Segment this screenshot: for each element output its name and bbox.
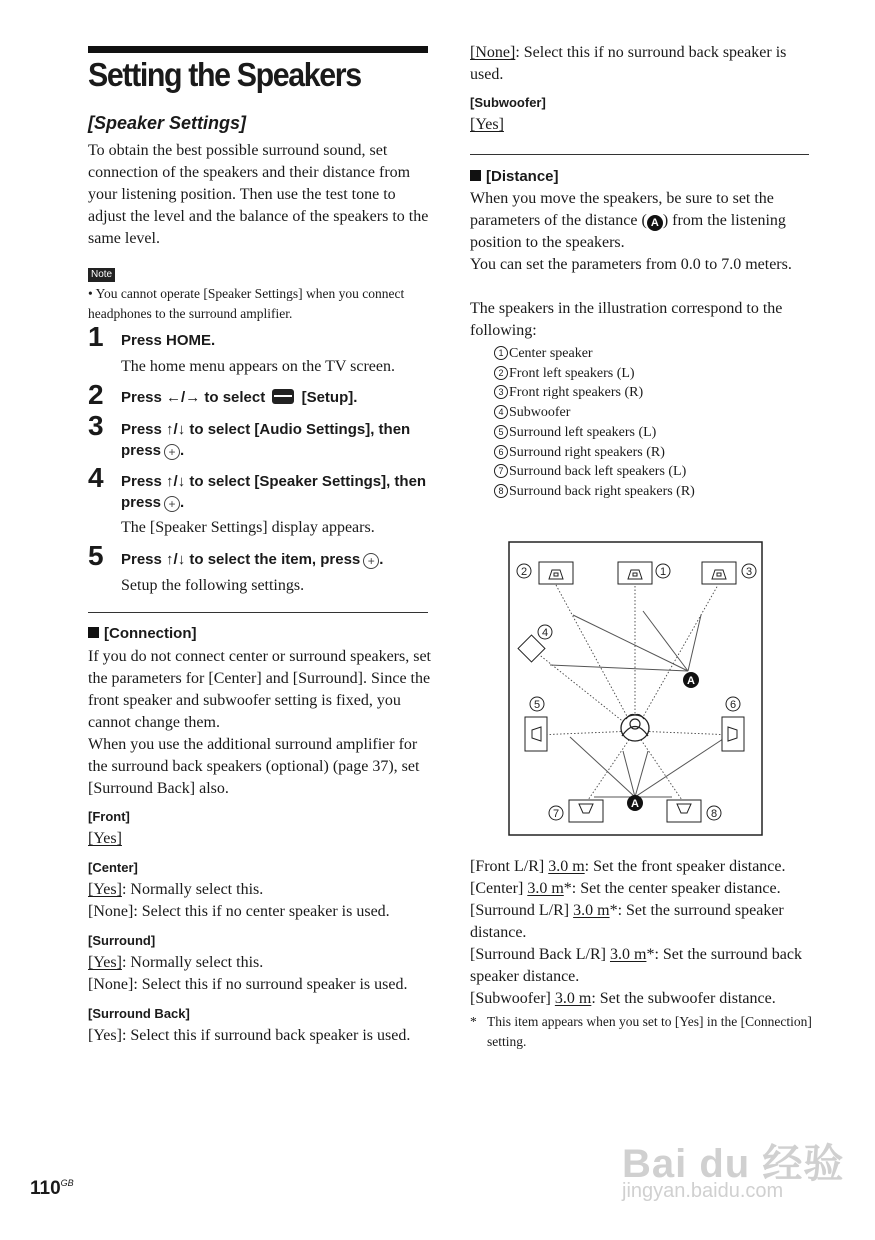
- footnote-mark: *: [470, 1014, 477, 1029]
- setting-item: [470, 878, 815, 900]
- connection-section: [88, 624, 433, 1047]
- default-value: [Yes]: [88, 954, 122, 971]
- svg-text:7: 7: [552, 808, 560, 820]
- step-text: [121, 419, 421, 461]
- step-text-part: Press ↑/↓ to select [Speaker Settings], then press: [121, 473, 427, 511]
- list-label: Center speaker: [509, 346, 593, 361]
- step-description: Setup the following settings.: [121, 577, 305, 594]
- step-number: 4: [88, 462, 104, 493]
- step-text-part: .: [180, 442, 185, 459]
- distance-heading: [470, 167, 815, 187]
- list-item: [494, 423, 815, 443]
- page-suffix: GB: [60, 1178, 74, 1188]
- list-item: [494, 443, 815, 463]
- watermark-url: jingyan.baidu.com: [622, 1180, 784, 1202]
- default-value: 3.0 m: [548, 858, 585, 875]
- step-text: [121, 387, 357, 408]
- svg-text:A: A: [687, 675, 695, 687]
- step-number: 5: [88, 540, 104, 571]
- list-label: Front right speakers (R): [509, 385, 644, 401]
- step-text-part: Press ↑/↓ to select [Audio Settings], then press: [121, 421, 411, 459]
- svg-text:2: 2: [520, 566, 528, 578]
- toolbox-icon: [272, 389, 294, 404]
- step-text: Press HOME.: [121, 332, 216, 349]
- list-label: Subwoofer: [509, 405, 571, 421]
- list-item: [494, 462, 815, 482]
- setting-name: [Surround L/R]: [470, 902, 574, 919]
- subwoofer-value: [470, 114, 815, 136]
- list-label: Surround right speakers (R): [509, 444, 665, 460]
- distance-para: [470, 188, 815, 254]
- setting-name: [Subwoofer]: [470, 990, 555, 1007]
- svg-text:8: 8: [710, 808, 718, 820]
- enter-button-icon: +: [164, 496, 180, 512]
- marker-a-icon: A: [647, 215, 663, 231]
- center-label: [Center]: [88, 860, 138, 875]
- default-value: 3.0 m: [527, 880, 564, 897]
- intro-paragraph: To obtain the best possible surround sound, set connection of the speakers and their distance from your listening position. Then use the test tone to adjust the level and the balance of the speakers to the same level.: [88, 142, 429, 247]
- setting-desc: : Set the front speaker distance.: [584, 858, 786, 875]
- step-text: [121, 471, 431, 513]
- option-desc: : Select this if no surround back speaker is used.: [470, 44, 787, 83]
- setting-name: [Front L/R]: [470, 858, 549, 875]
- watermark-logo: Bai du 经验: [622, 1142, 845, 1186]
- enter-button-icon: +: [164, 444, 180, 460]
- step-text: [121, 549, 383, 570]
- center-option: [88, 879, 433, 901]
- note-block: [88, 264, 428, 324]
- section-divider: [88, 612, 428, 613]
- default-value: [Yes]: [470, 116, 504, 133]
- speaker-layout-diagram: [508, 541, 764, 837]
- surround-back-option: [470, 42, 815, 86]
- number-badge: 8: [494, 484, 508, 498]
- title-rule: [88, 46, 428, 53]
- text-part: ) from the listening position to the speakers.: [470, 212, 786, 251]
- footnote: [470, 1012, 815, 1052]
- step-text-part: Press ←/→ to select: [121, 389, 270, 406]
- note-text: • You cannot operate [Speaker Settings] when you connect headphones to the surround amplifier.: [88, 286, 405, 321]
- right-column-top: [470, 42, 815, 136]
- list-item: [494, 364, 815, 384]
- page-number: [30, 1178, 74, 1200]
- front-label: [Front]: [88, 809, 130, 824]
- subwoofer-label: [Subwoofer]: [470, 95, 546, 110]
- speaker-legend: [494, 344, 815, 502]
- section-divider: [470, 154, 809, 155]
- surround-back-option: [Yes]: Select this if surround back speaker is used.: [88, 1027, 411, 1044]
- setting-item: [470, 944, 815, 988]
- svg-text:6: 6: [729, 699, 737, 711]
- note-badge: Note: [88, 268, 115, 282]
- list-label: Surround back right speakers (R): [509, 483, 695, 499]
- option-desc: : Normally select this.: [121, 954, 264, 971]
- front-value: [88, 828, 433, 850]
- listener-icon: [621, 715, 649, 742]
- connection-heading: [88, 624, 433, 644]
- list-item: [494, 482, 815, 502]
- default-value: [None]: [470, 44, 516, 61]
- list-item: [494, 403, 815, 423]
- number-badge: 5: [494, 425, 508, 439]
- setting-name: [Surround Back L/R]: [470, 946, 610, 963]
- number-badge: 6: [494, 445, 508, 459]
- square-bullet-icon: [470, 170, 481, 181]
- svg-text:A: A: [631, 798, 639, 810]
- step-text-part: .: [379, 551, 384, 568]
- page-title: Setting the Speakers: [88, 56, 361, 93]
- diagram-frame: [509, 542, 762, 835]
- setting-desc: *: Set the surround speaker distance.: [470, 902, 784, 941]
- step-number: 1: [88, 321, 104, 352]
- default-value: [Yes]: [88, 881, 122, 898]
- default-value: 3.0 m: [554, 990, 592, 1007]
- list-item: [494, 344, 815, 364]
- svg-text:4: 4: [541, 627, 549, 639]
- number-badge: 7: [494, 464, 508, 478]
- connection-para: When you use the additional surround amplifier for the surround back speakers (optional) (page 37), set [Surround Back] also.: [88, 736, 420, 797]
- step-text-part: .: [180, 494, 185, 511]
- surround-option: [88, 952, 433, 974]
- number-badge: 4: [494, 405, 508, 419]
- setting-item: [470, 856, 815, 878]
- step-description: The home menu appears on the TV screen.: [121, 358, 395, 375]
- setting-name: [Center]: [470, 880, 528, 897]
- page-number-text: 110: [30, 1178, 61, 1199]
- default-value: 3.0 m: [609, 946, 647, 963]
- surround-label: [Surround]: [88, 933, 156, 948]
- list-label: Surround back left speakers (L): [509, 464, 687, 480]
- surround-back-label: [Surround Back]: [88, 1006, 190, 1021]
- option-desc: : Normally select this.: [121, 881, 264, 898]
- section-subtitle: [Speaker Settings]: [88, 113, 247, 133]
- step-text-part: [Setup].: [297, 389, 358, 406]
- number-badge: 2: [494, 366, 508, 380]
- default-value: 3.0 m: [573, 902, 610, 919]
- setting-item: [470, 988, 815, 1010]
- number-badge: 3: [494, 385, 508, 399]
- setting-desc: *: Set the surround back speaker distance.: [470, 946, 802, 985]
- list-label: Front left speakers (L): [509, 365, 635, 381]
- heading-text: [Connection]: [104, 625, 197, 642]
- list-item: [494, 383, 815, 403]
- default-value: [Yes]: [88, 830, 122, 847]
- svg-text:3: 3: [745, 566, 753, 578]
- footnote-text: This item appears when you set to [Yes] in the [Connection] setting.: [487, 1014, 812, 1049]
- svg-text:1: 1: [659, 566, 667, 578]
- text-part: When you move the speakers, be sure to set the parameters of the distance (: [470, 190, 774, 229]
- step-text-part: Press ↑/↓ to select the item, press: [121, 551, 361, 568]
- step-description: The [Speaker Settings] display appears.: [121, 519, 375, 536]
- list-label: Surround left speakers (L): [509, 424, 657, 440]
- surround-option: [None]: Select this if no surround speaker is used.: [88, 976, 408, 993]
- distance-section: [470, 167, 815, 502]
- enter-button-icon: +: [363, 553, 379, 569]
- center-option: [None]: Select this if no center speaker is used.: [88, 903, 390, 920]
- step-number: 2: [88, 379, 104, 410]
- setting-desc: *: Set the center speaker distance.: [563, 880, 781, 897]
- distance-settings: [470, 856, 815, 1052]
- distance-para: You can set the parameters from 0.0 to 7.0 meters.: [470, 256, 792, 273]
- setting-item: [470, 900, 815, 944]
- svg-text:5: 5: [533, 699, 541, 711]
- distance-para: The speakers in the illustration correspond to the following:: [470, 300, 783, 339]
- step-number: 3: [88, 410, 104, 441]
- setting-desc: : Set the subwoofer distance.: [591, 990, 776, 1007]
- number-badge: 1: [494, 346, 508, 360]
- square-bullet-icon: [88, 627, 99, 638]
- heading-text: [Distance]: [486, 168, 559, 185]
- connection-para: If you do not connect center or surround speakers, set the parameters for [Center] and [Surround]. Since the front speaker and subwoofer setting is fixed, you cannot change them.: [88, 648, 431, 731]
